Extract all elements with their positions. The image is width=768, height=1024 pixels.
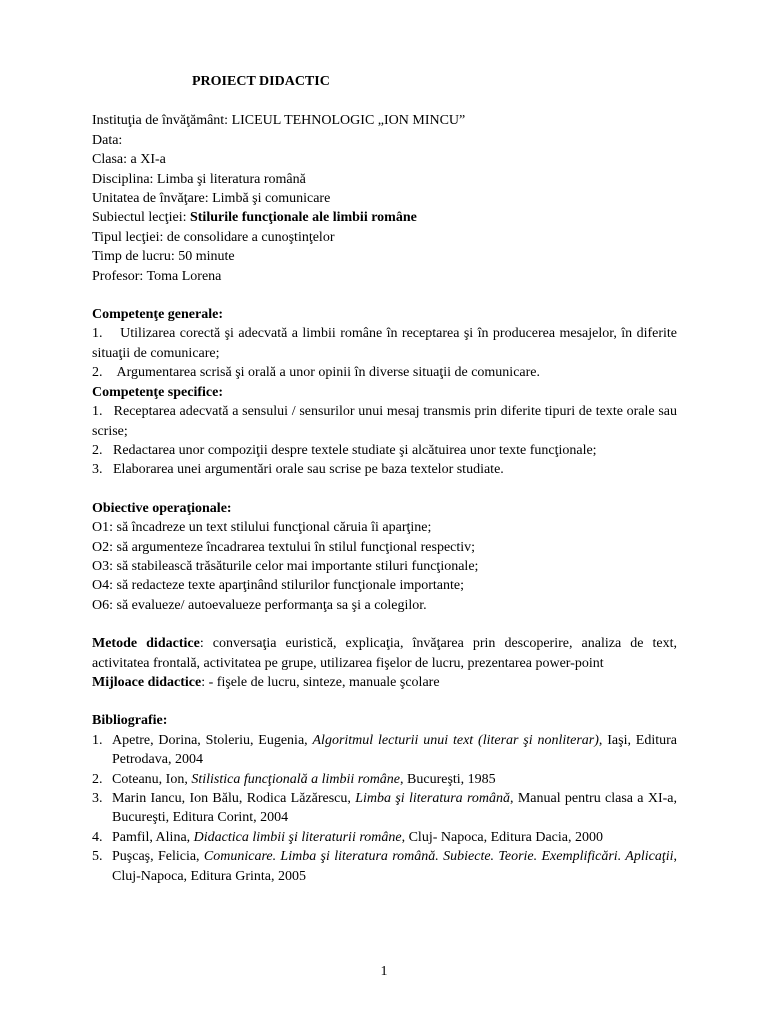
bib-title: Comunicare. Limba şi literatura română. Subiecte. Teorie. Exemplificări. Aplicaţii <box>203 849 674 865</box>
specific-competence-item <box>92 441 677 460</box>
objective-item: O6: să evalueze/ autoevalueze performanţa sa şi a colegilor. <box>92 597 427 613</box>
document-page <box>92 72 677 886</box>
item-number: 2. <box>92 442 103 458</box>
subject-label: Subiectul lecţiei: <box>92 210 190 226</box>
methods-paragraph <box>92 634 677 673</box>
specific-competence-item <box>92 460 677 479</box>
time-line: Timp de lucru: 50 minute <box>92 249 235 265</box>
item-number: 3. <box>92 462 103 478</box>
item-text: Utilizarea corectă şi adecvată a limbii române în receptarea şi în producerea mesajelor, în diferite situaţii de comunicare; <box>92 326 678 361</box>
bib-author: Marin Iancu, Ion Bălu, Rodica Lăzărescu, <box>112 791 356 806</box>
item-text: Receptarea adecvată a sensului / sensurilor unui mesaj transmis prin diferite tipuri de texte orale sau scrise; <box>92 404 677 439</box>
bib-author: Pamfil, Alina, <box>112 829 194 845</box>
teacher-line: Profesor: Toma Lorena <box>92 268 222 284</box>
objective-item: O4: să redacteze texte aparţinând stilurilor funcţionale importante; <box>92 578 465 594</box>
bib-author: Coteanu, Ion, <box>112 771 192 787</box>
item-number: 2. <box>92 771 103 787</box>
bib-details: , Cluj- Napoca, Editura Dacia, 2000 <box>401 829 603 845</box>
institution-value: LICEUL TEHNOLOGIC „ION MINCU” <box>231 113 466 129</box>
bibliography-item <box>92 828 677 847</box>
bibliography-item <box>92 731 677 770</box>
bibliography-item <box>92 847 677 886</box>
item-number: 1. <box>92 404 103 420</box>
general-competences-heading: Competenţe generale: <box>92 307 224 323</box>
means-label: Mijloace didactice <box>92 674 202 690</box>
bib-author: Apetre, Dorina, Stoleriu, Eugenia, <box>112 732 313 748</box>
subject-line <box>92 208 677 227</box>
institution-label: Instituţia de învăţământ: <box>92 113 232 129</box>
methods-label: Metode didactice <box>92 636 200 652</box>
objectives-heading: Obiective operaţionale: <box>92 500 232 516</box>
item-number: 2. <box>92 365 103 381</box>
general-competences-section <box>92 305 677 383</box>
objectives-section <box>92 499 677 615</box>
item-text: Redactarea unor compoziţii despre textele studiate şi alcătuirea unor texte funcţionale; <box>113 442 597 458</box>
class-line: Clasa: a XI-a <box>92 152 166 168</box>
bibliography-heading: Bibliografie: <box>92 713 168 729</box>
item-text: Elaborarea unei argumentări orale sau scrise pe baza textelor studiate. <box>113 462 504 478</box>
item-number: 5. <box>92 849 103 865</box>
bib-author: Puşcaş, Felicia, <box>112 849 204 865</box>
document-title: PROIECT DIDACTIC <box>192 74 330 89</box>
objective-item: O1: să încadreze un text stilului funcţional căruia îi aparţine; <box>92 520 432 536</box>
objective-item: O3: să stabilească trăsăturile celor mai importante stiluri funcţionale; <box>92 558 479 574</box>
subject-value: Stilurile funcţionale ale limbii române <box>189 210 417 226</box>
date-line: Data: <box>92 132 123 148</box>
general-competence-item <box>92 363 677 382</box>
specific-competences-heading: Competenţe specifice: <box>92 384 224 400</box>
general-competence-item <box>92 324 677 363</box>
spacer <box>92 692 677 711</box>
bib-details: , Bucureşti, 1985 <box>400 771 496 787</box>
item-text: Argumentarea scrisă şi orală a unor opinii în diverse situaţii de comunicare. <box>116 365 540 381</box>
unit-line: Unitatea de învăţare: Limbă şi comunicare <box>92 191 331 207</box>
bib-title: Didactica limbii şi literaturii române <box>193 829 402 845</box>
page-number: 1 <box>380 964 388 979</box>
spacer <box>92 286 677 305</box>
bib-title: Algoritmul lecturii unui text (literar şi nonliterar) <box>312 732 599 748</box>
institution-line <box>92 111 677 130</box>
item-number: 3. <box>92 791 103 806</box>
type-line: Tipul lecţiei: de consolidare a cunoştinţelor <box>92 229 335 245</box>
bib-title: Stilistica funcţională a limbii române <box>191 771 401 787</box>
means-text: : - fişele de lucru, sinteze, manuale şcolare <box>201 674 440 690</box>
item-number: 1. <box>92 326 103 342</box>
methods-text: : conversaţia euristică, explicaţia, învăţarea prin descoperire, analiza de text, activitatea frontală, activitatea pe grupe, utilizarea fişelor de lucru, prezentarea power-point <box>92 636 677 671</box>
discipline-line: Disciplina: Limba şi literatura română <box>92 171 306 187</box>
means-paragraph <box>92 673 677 692</box>
bib-details: , Manual pentru clasa a XI-a, Bucureşti, Editura Corint, 2004 <box>112 791 677 826</box>
bib-title: Limba şi literatura română <box>355 791 511 806</box>
specific-competence-item <box>92 402 677 441</box>
item-number: 4. <box>92 829 103 845</box>
bibliography-item <box>92 770 677 789</box>
spacer <box>92 480 677 499</box>
bibliography-item <box>92 789 677 828</box>
item-number: 1. <box>92 732 103 748</box>
objective-item: O2: să argumenteze încadrarea textului în stilul funcţional respectiv; <box>92 539 476 555</box>
bibliography-section <box>92 711 677 886</box>
spacer <box>92 615 677 634</box>
bib-details: , Iaşi, Editura Petrodava, 2004 <box>112 732 678 768</box>
specific-competences-section <box>92 383 677 480</box>
info-block <box>92 111 677 286</box>
bib-details: , Cluj-Napoca, Editura Grinta, 2005 <box>112 849 677 884</box>
